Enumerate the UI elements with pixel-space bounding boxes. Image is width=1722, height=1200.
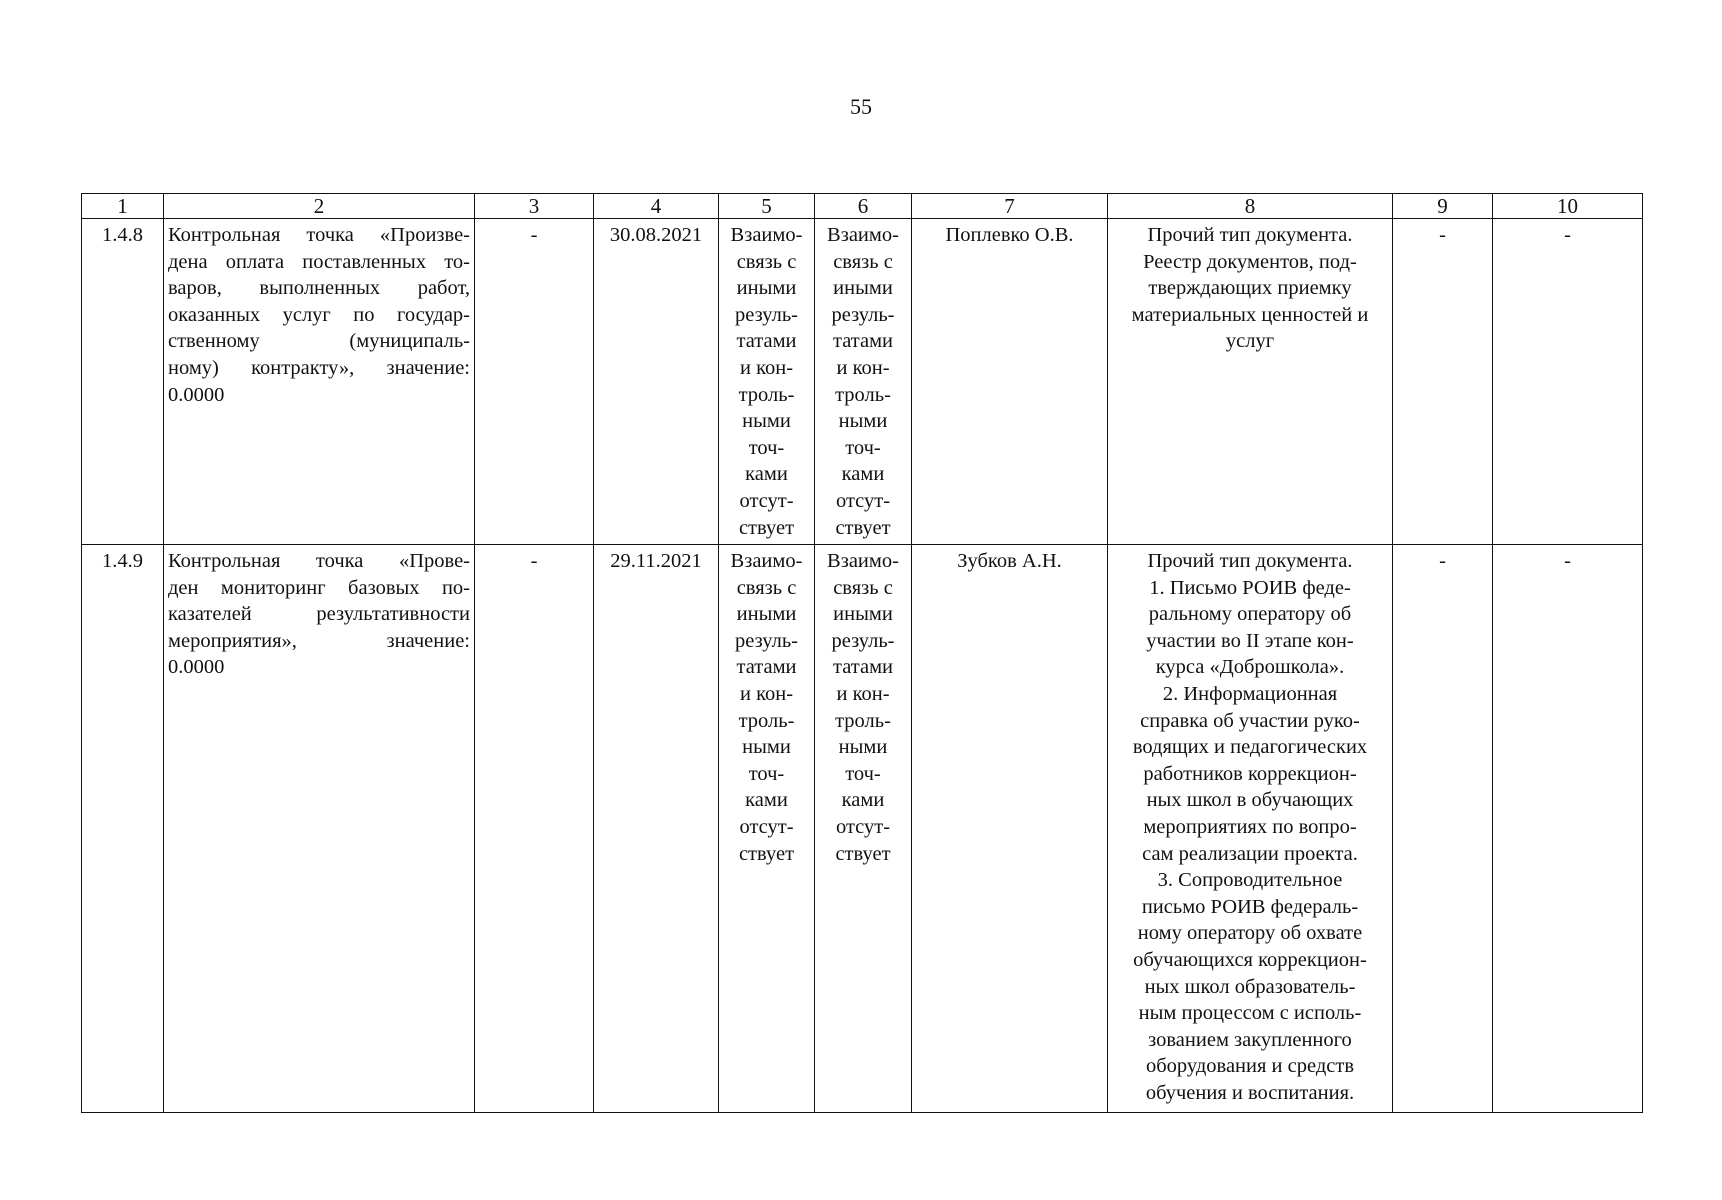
text-line: курса «Доброшкола». [1155, 656, 1345, 679]
text-line: работников коррекцион- [1143, 762, 1357, 785]
row-number: 1.4.8 [82, 219, 164, 545]
text-line: 3. Сопроводительное [1157, 869, 1343, 892]
responsible-person: Поплевко О.В. [912, 219, 1108, 545]
document-type [1108, 219, 1393, 545]
relation-col6 [815, 219, 912, 545]
text-line: иными [833, 603, 893, 626]
text-line: Взаимо- [827, 224, 899, 246]
col9-value: - [1393, 219, 1493, 545]
text-line: троль- [835, 709, 891, 732]
text-line: казателей результативности [168, 603, 470, 626]
text-line: обучения и воспитания. [1145, 1081, 1355, 1104]
text-line: ствует [738, 516, 795, 539]
text-line: татами [736, 330, 797, 353]
text-line: отсут- [835, 489, 891, 512]
text-line: и кон- [836, 356, 890, 379]
text-line: мероприятия», значение: [168, 629, 470, 652]
text-line: резуль- [831, 629, 895, 652]
header-cell: 7 [912, 194, 1108, 219]
text-line: иными [736, 603, 797, 626]
header-cell: 1 [82, 194, 164, 219]
text-line: обучающихся коррекцион- [1133, 948, 1367, 971]
header-cell: 2 [164, 194, 475, 219]
text-line: отсут- [835, 815, 891, 838]
header-cell: 10 [1493, 194, 1643, 219]
text-line: точ- [748, 762, 785, 785]
col9-value: - [1393, 545, 1493, 1113]
header-cell: 3 [475, 194, 594, 219]
control-point-name [164, 545, 475, 1113]
responsible-person: Зубков А.Н. [912, 545, 1108, 1113]
text-line: оборудования и средств [1146, 1055, 1354, 1078]
text-line: ных школ в обучающих [1146, 789, 1354, 812]
header-cell: 8 [1108, 194, 1393, 219]
relation-col5 [719, 545, 815, 1113]
text-line: ственному (муниципаль- [168, 330, 470, 353]
text-line: ному) контракту», значение: [168, 356, 470, 379]
text-line: материальных ценностей и [1131, 303, 1369, 326]
text-line: троль- [738, 383, 795, 406]
text-line: точ- [845, 436, 881, 459]
text-line: Контрольная точка «Прове- [168, 550, 470, 572]
text-line: татами [736, 656, 797, 679]
text-line: 0.0000 [168, 383, 225, 406]
text-line: Взаимо- [730, 224, 803, 246]
text-line: Прочий тип документа. [1147, 550, 1353, 572]
col3-value: - [475, 219, 594, 545]
table-row [82, 219, 1643, 545]
document-table [81, 193, 1643, 1113]
date-value: 29.11.2021 [594, 545, 719, 1113]
col10-value: - [1493, 219, 1643, 545]
text-line: Реестр документов, под- [1143, 250, 1357, 273]
text-line: и кон- [739, 682, 794, 705]
text-line: письмо РОИВ федераль- [1141, 895, 1359, 918]
text-line: сам реализации проекта. [1142, 842, 1358, 865]
text-line: участии во II этапе кон- [1146, 629, 1354, 652]
text-line: татами [832, 330, 894, 353]
text-line: троль- [835, 383, 891, 406]
text-line: ствует [835, 516, 891, 539]
text-line: мероприятиях по вопро- [1143, 815, 1357, 838]
text-line: связь с [833, 576, 893, 599]
text-line: ными [742, 736, 791, 759]
text-line: Прочий тип документа. [1147, 224, 1353, 246]
text-line: 0.0000 [168, 656, 225, 679]
text-line: ками [745, 463, 788, 486]
col10-value: - [1493, 545, 1643, 1113]
table-row [82, 545, 1643, 1113]
header-cell: 4 [594, 194, 719, 219]
text-line: дена оплата поставленных то- [168, 250, 470, 273]
text-line: 1. Письмо РОИВ феде- [1149, 576, 1351, 599]
text-line: иными [833, 277, 893, 300]
text-line: ками [841, 463, 885, 486]
text-line: оказанных услуг по государ- [168, 303, 470, 326]
text-line: ному оператору об охвате [1137, 922, 1363, 945]
table-header-row [82, 194, 1643, 219]
control-point-name [164, 219, 475, 545]
text-line: резуль- [734, 303, 799, 326]
text-line: связь с [736, 576, 797, 599]
relation-col5 [719, 219, 815, 545]
date-value: 30.08.2021 [594, 219, 719, 545]
text-line: водящих и педагогических [1132, 736, 1368, 759]
text-line: услуг [1225, 330, 1275, 353]
text-line: отсут- [739, 815, 794, 838]
text-line: ными [838, 410, 888, 433]
text-line: и кон- [739, 356, 794, 379]
text-line: точ- [748, 436, 785, 459]
text-line: ствует [835, 842, 891, 865]
text-line: ным процессом с исполь- [1138, 1002, 1362, 1025]
text-line: 2. Информационная [1162, 682, 1338, 705]
page-number: 55 [850, 94, 872, 119]
text-line: тверждающих приемку [1148, 277, 1352, 300]
text-line: ками [745, 789, 788, 812]
text-line: и кон- [836, 682, 890, 705]
text-line: варов, выполненных работ, [168, 277, 470, 300]
text-line: связь с [833, 250, 893, 273]
text-line: резуль- [734, 629, 799, 652]
text-line: татами [832, 656, 894, 679]
text-line: справка об участии руко- [1140, 709, 1360, 732]
text-line: ральному оператору об [1148, 603, 1352, 626]
document-type [1108, 545, 1393, 1113]
text-line: связь с [736, 250, 797, 273]
text-line: отсут- [739, 489, 794, 512]
col3-value: - [475, 545, 594, 1113]
text-line: ными [838, 736, 888, 759]
text-line: троль- [738, 709, 795, 732]
text-line: точ- [845, 762, 881, 785]
text-line: резуль- [831, 303, 895, 326]
text-line: ных школ образователь- [1144, 975, 1356, 998]
text-line: Контрольная точка «Произве- [168, 224, 470, 246]
text-line: зованием закупленного [1148, 1028, 1352, 1051]
header-cell: 9 [1393, 194, 1493, 219]
header-cell: 5 [719, 194, 815, 219]
text-line: ками [841, 789, 885, 812]
text-line: Взаимо- [730, 550, 803, 572]
text-line: Взаимо- [827, 550, 899, 572]
relation-col6 [815, 545, 912, 1113]
header-cell: 6 [815, 194, 912, 219]
text-line: ными [742, 410, 791, 433]
text-line: ден мониторинг базовых по- [168, 576, 470, 599]
row-number: 1.4.9 [82, 545, 164, 1113]
text-line: ствует [738, 842, 795, 865]
text-line: иными [736, 277, 797, 300]
